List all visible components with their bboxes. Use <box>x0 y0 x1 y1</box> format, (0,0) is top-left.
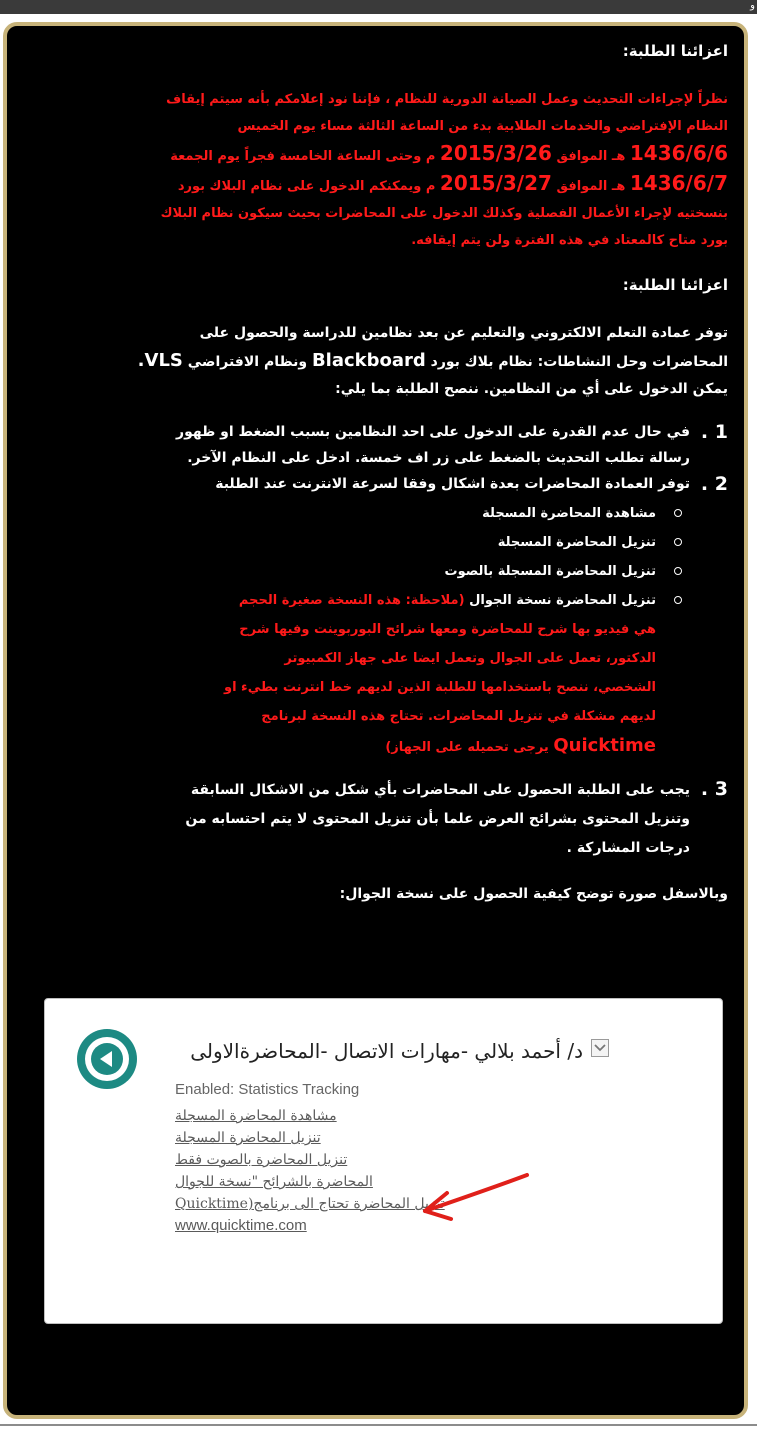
sub-item <box>31 499 690 528</box>
bullet-icon <box>674 538 682 546</box>
item-number: 1 . <box>700 421 728 443</box>
play-back-circle-icon[interactable] <box>77 1029 137 1089</box>
blackboard-label: Blackboard <box>311 350 426 371</box>
bottom-divider <box>0 1424 757 1426</box>
list-item <box>31 419 728 471</box>
content-frame <box>3 22 748 1419</box>
item-number: 2 . <box>700 473 728 495</box>
notice-line: نظراً لإجراءات التحديث وعمل الصيانة الدورية للنظام ، فإننا نود إعلامكم بأنه سيتم إيقاف <box>166 92 728 107</box>
notice-line <box>31 140 728 170</box>
vls-label: VLS. <box>137 350 183 371</box>
hijri-date: 1436/6/6 <box>629 141 728 165</box>
notice-text: هـ الموافق <box>556 149 626 164</box>
intro-line: توفر عمادة التعلم الالكتروني والتعليم عن بعد نظامين للدراسة والحصول على <box>199 325 728 341</box>
item-text: رسالة تطلب التحديث بالضغط على زر اف خمسة. ادخل على النظام الآخر. <box>187 450 690 466</box>
intro-line <box>31 347 728 376</box>
lecture-format-list <box>31 499 690 762</box>
recommendations-list <box>31 419 728 863</box>
notice-text: م ويمكنكم الدخول على نظام البلاك بورد <box>177 179 436 194</box>
quicktime-site-link[interactable]: www.quicktime.com <box>175 1217 307 1234</box>
list-item <box>31 471 728 762</box>
bullet-icon <box>674 596 682 604</box>
bullet-icon <box>674 509 682 517</box>
download-recorded-link[interactable]: تنزيل المحاضرة المسجلة <box>175 1130 321 1146</box>
mobile-version-link[interactable]: المحاضرة بالشرائح "نسخة للجوال <box>175 1174 373 1190</box>
sub-item <box>31 557 690 586</box>
item-text: في حال عدم القدرة على الدخول على احد النظامين بسبب الضغط او ظهور <box>176 424 690 440</box>
watch-recorded-link[interactable]: مشاهدة المحاضرة المسجلة <box>175 1108 337 1124</box>
second-heading: اعزائنا الطلبة: <box>622 276 728 294</box>
mobile-note <box>31 731 656 762</box>
list-item <box>31 776 728 863</box>
intro-text: المحاضرات وحل النشاطات: نظام بلاك بورد <box>430 354 728 370</box>
sub-item-text: تنزيل المحاضرة المسجلة بالصوت <box>444 564 656 579</box>
item-text: درجات المشاركة . <box>566 840 690 856</box>
mobile-note: هي فيديو بها شرح للمحاضرة ومعها شرائح البوربوينت وفيها شرح <box>239 622 656 637</box>
chevron-down-icon[interactable] <box>591 1039 609 1057</box>
top-bar <box>0 0 757 14</box>
corner-mark: ﻭ <box>750 0 755 11</box>
notice-line: بورد متاح كالمعتاد في هذه الفترة ولن يتم إيقافه. <box>411 233 728 248</box>
item-text: وتنزيل المحتوى بشرائح العرض علما بأن تنزيل المحتوى لا يتم احتسابه من <box>185 811 690 827</box>
gregorian-date: 2015/3/27 <box>439 171 552 195</box>
tracking-status: Enabled: Statistics Tracking <box>175 1081 360 1098</box>
notice-heading: اعزائنا الطلبة: <box>622 42 728 60</box>
lecture-card <box>44 998 723 1324</box>
intro-text: ونظام الافتراضي <box>187 354 308 370</box>
maintenance-notice <box>31 86 728 254</box>
hijri-date: 1436/6/7 <box>629 171 728 195</box>
quicktime-download-link[interactable]: تنزيل المحاضرة تحتاج الى برنامج(Quicktime <box>175 1196 445 1212</box>
notice-text: هـ الموافق <box>556 179 626 194</box>
notice-line: النظام الإفتراضي والخدمات الطلابية بدء من الساعة الثالثة مساء يوم الخميس <box>237 119 728 134</box>
mobile-note-end: يرجى تحميله على الجهاز) <box>385 740 549 755</box>
download-audio-link[interactable]: تنزيل المحاضرة بالصوت فقط <box>175 1152 348 1168</box>
notice-line <box>31 170 728 200</box>
intro-line: يمكن الدخول على أي من النظامين. ننصح الطلبة بما يلي: <box>335 381 728 397</box>
item-number: 3 . <box>700 778 728 800</box>
sub-item <box>31 528 690 557</box>
bullet-icon <box>674 567 682 575</box>
quicktime-label: Quicktime <box>553 735 656 756</box>
mobile-note: (ملاحظة: هذه النسخة صغيرة الحجم <box>238 593 465 608</box>
notice-line: بنسختيه لإجراء الأعمال الفصلية وكذلك الدخول على المحاضرات بحيث سيكون نظام البلاك <box>160 206 728 221</box>
intro-paragraph <box>31 320 728 403</box>
lecture-title[interactable]: د/ أحمد بلالي -مهارات الاتصال -المحاضرةالاولى <box>190 1039 583 1063</box>
red-arrow-annotation <box>415 1169 535 1229</box>
gregorian-date: 2015/3/26 <box>439 141 552 165</box>
article-body <box>31 40 728 913</box>
triangle-left-icon <box>91 1043 123 1075</box>
notice-text: م وحتى الساعة الخامسة فجراً يوم الجمعة <box>170 149 436 164</box>
sub-item-text: مشاهدة المحاضرة المسجلة <box>482 506 656 521</box>
mobile-note: الدكتور، تعمل على الجوال وتعمل ايضا على جهاز الكمبيوتر <box>284 651 656 666</box>
sub-item-text: تنزيل المحاضرة المسجلة <box>497 535 656 550</box>
item-text: يجب على الطلبة الحصول على المحاضرات بأي شكل من الاشكال السابقة <box>190 782 690 798</box>
sub-item-text: تنزيل المحاضرة نسخة الجوال <box>469 593 656 608</box>
sub-item <box>31 586 690 762</box>
mobile-note: لديهم مشكلة في تنزيل المحاضرات. تحتاج هذه النسخة لبرنامج <box>261 709 656 724</box>
image-caption: وبالاسفل صورة توضح كيفية الحصول على نسخة الجوال: <box>339 886 728 902</box>
item-text: توفر العمادة المحاضرات بعدة اشكال وفقا لسرعة الانترنت عند الطلبة <box>215 476 690 492</box>
mobile-note: الشخصي، ننصح باستخدامها للطلبة الذين لديهم خط انترنت بطيء او <box>223 680 656 695</box>
